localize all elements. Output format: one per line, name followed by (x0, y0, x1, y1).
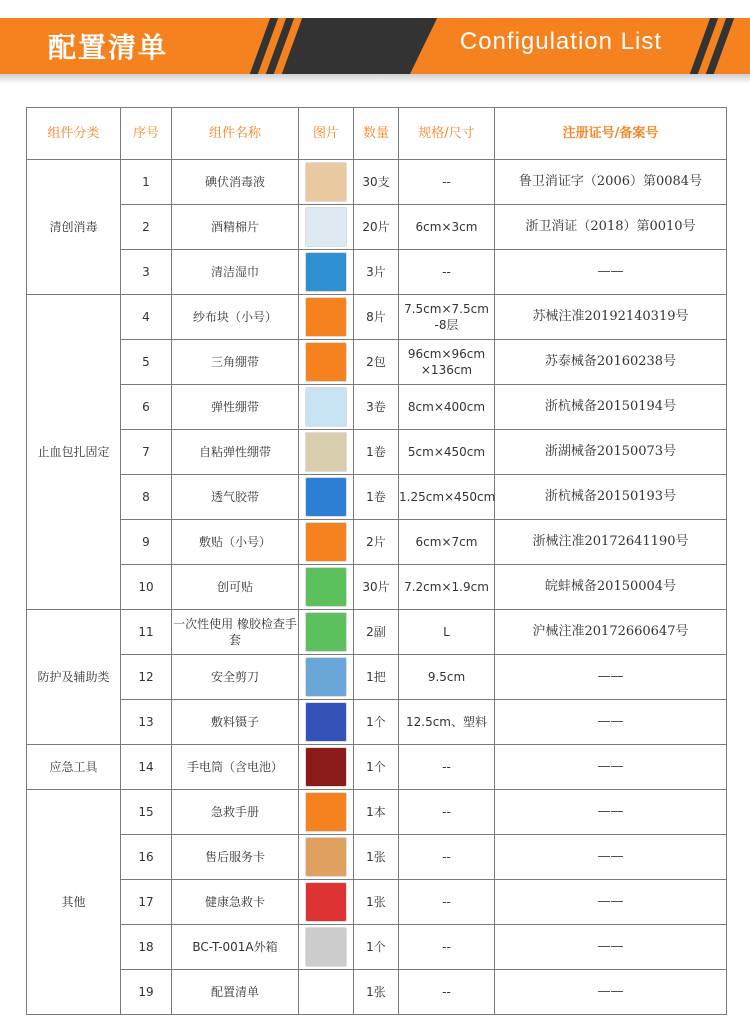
image-cell (299, 475, 354, 520)
category-cell: 清创消毒 (27, 160, 121, 295)
name-cell: 弹性绷带 (172, 385, 299, 430)
number-cell: 19 (121, 970, 172, 1015)
number-cell: 17 (121, 880, 172, 925)
number-cell: 15 (121, 790, 172, 835)
name-cell: 售后服务卡 (172, 835, 299, 880)
name-cell: 急救手册 (172, 790, 299, 835)
name-cell: 透气胶带 (172, 475, 299, 520)
table-row (27, 295, 727, 340)
name-cell: 安全剪刀 (172, 655, 299, 700)
image-cell (299, 565, 354, 610)
table-row (27, 340, 727, 385)
quantity-cell: 20片 (354, 205, 399, 250)
table-row (27, 835, 727, 880)
spec-cell: 7.5cm×7.5cm -8层 (399, 295, 495, 340)
gauze-pad-image (305, 297, 347, 337)
registration-cell: 浙杭械备20150194号 (495, 385, 727, 430)
registration-cell: 鲁卫消证字（2006）第0084号 (495, 160, 727, 205)
spec-cell: -- (399, 970, 495, 1015)
registration-cell: —— (495, 835, 727, 880)
image-cell (299, 385, 354, 430)
number-cell: 18 (121, 925, 172, 970)
number-cell: 11 (121, 610, 172, 655)
registration-cell: 皖蚌械备20150004号 (495, 565, 727, 610)
name-cell: BC-T-001A外箱 (172, 925, 299, 970)
number-cell: 14 (121, 745, 172, 790)
quantity-cell: 1张 (354, 970, 399, 1015)
spec-cell: -- (399, 880, 495, 925)
table-row (27, 700, 727, 745)
table-row (27, 475, 727, 520)
elastic-bandage-image (305, 387, 347, 427)
image-cell (299, 970, 354, 1015)
registration-cell: —— (495, 790, 727, 835)
column-header-registration: 注册证号/备案号 (495, 108, 727, 160)
column-header-image: 图片 (299, 108, 354, 160)
health-card-image (305, 882, 347, 922)
registration-cell: 浙杭械备20150193号 (495, 475, 727, 520)
name-cell: 碘伏消毒液 (172, 160, 299, 205)
table-row (27, 250, 727, 295)
table-row (27, 385, 727, 430)
spec-cell: 5cm×450cm (399, 430, 495, 475)
spec-cell: 6cm×7cm (399, 520, 495, 565)
registration-cell: —— (495, 880, 727, 925)
quantity-cell: 1本 (354, 790, 399, 835)
name-cell: 敷料镊子 (172, 700, 299, 745)
registration-cell: —— (495, 970, 727, 1015)
gloves-image (305, 612, 347, 652)
name-cell: 自粘弹性绷带 (172, 430, 299, 475)
registration-cell: —— (495, 925, 727, 970)
tweezers-image (305, 702, 347, 742)
registration-cell: —— (495, 745, 727, 790)
spec-cell: 9.5cm (399, 655, 495, 700)
safety-scissors-image (305, 657, 347, 697)
header-banner (0, 18, 750, 74)
table-row (27, 520, 727, 565)
number-cell: 6 (121, 385, 172, 430)
image-cell (299, 205, 354, 250)
registration-cell: 沪械注准20172660647号 (495, 610, 727, 655)
number-cell: 8 (121, 475, 172, 520)
table-row (27, 745, 727, 790)
spec-cell: -- (399, 790, 495, 835)
name-cell: 配置清单 (172, 970, 299, 1015)
image-cell (299, 745, 354, 790)
service-card-image (305, 837, 347, 877)
quantity-cell: 3片 (354, 250, 399, 295)
spec-cell: 1.25cm×450cm (399, 475, 495, 520)
spec-cell: -- (399, 160, 495, 205)
number-cell: 1 (121, 160, 172, 205)
spec-cell: -- (399, 745, 495, 790)
image-cell (299, 880, 354, 925)
category-cell: 应急工具 (27, 745, 121, 790)
spec-cell: L (399, 610, 495, 655)
image-cell (299, 250, 354, 295)
number-cell: 16 (121, 835, 172, 880)
quantity-cell: 30支 (354, 160, 399, 205)
iodine-swab-pack-image (305, 162, 347, 202)
category-cell: 其他 (27, 790, 121, 1015)
image-cell (299, 520, 354, 565)
quantity-cell: 2副 (354, 610, 399, 655)
image-cell (299, 655, 354, 700)
category-cell: 止血包扎固定 (27, 295, 121, 610)
name-cell: 三角绷带 (172, 340, 299, 385)
image-cell (299, 790, 354, 835)
quantity-cell: 1把 (354, 655, 399, 700)
registration-cell: —— (495, 655, 727, 700)
number-cell: 10 (121, 565, 172, 610)
name-cell: 一次性使用 橡胶检查手套 (172, 610, 299, 655)
quantity-cell: 30片 (354, 565, 399, 610)
table-row (27, 925, 727, 970)
quantity-cell: 8片 (354, 295, 399, 340)
outer-box-image (305, 927, 347, 967)
wet-wipe-image (305, 252, 347, 292)
banner-shadow (0, 74, 750, 84)
triangle-bandage-image (305, 342, 347, 382)
column-header-number: 序号 (121, 108, 172, 160)
spec-cell: 8cm×400cm (399, 385, 495, 430)
page-title-english: Configulation List (459, 28, 662, 55)
image-cell (299, 295, 354, 340)
number-cell: 2 (121, 205, 172, 250)
configuration-table (26, 107, 727, 1015)
band-aid-image (305, 567, 347, 607)
name-cell: 清洁湿巾 (172, 250, 299, 295)
registration-cell: 浙械注准20172641190号 (495, 520, 727, 565)
spec-cell: -- (399, 250, 495, 295)
image-cell (299, 430, 354, 475)
quantity-cell: 1卷 (354, 430, 399, 475)
dressing-patch-image (305, 522, 347, 562)
image-cell (299, 925, 354, 970)
spec-cell: 6cm×3cm (399, 205, 495, 250)
spec-cell: 7.2cm×1.9cm (399, 565, 495, 610)
quantity-cell: 1个 (354, 925, 399, 970)
quantity-cell: 3卷 (354, 385, 399, 430)
number-cell: 9 (121, 520, 172, 565)
name-cell: 酒精棉片 (172, 205, 299, 250)
name-cell: 纱布块（小号） (172, 295, 299, 340)
table-row (27, 610, 727, 655)
alcohol-pad-image (305, 207, 347, 247)
table-row (27, 655, 727, 700)
column-header-name: 组件名称 (172, 108, 299, 160)
image-cell (299, 835, 354, 880)
registration-cell: 苏泰械备20160238号 (495, 340, 727, 385)
image-cell (299, 610, 354, 655)
page-title: 配置清单 (48, 31, 169, 64)
registration-cell: 浙湖械备20150073号 (495, 430, 727, 475)
table-header-row (27, 108, 727, 160)
flashlight-image (305, 747, 347, 787)
quantity-cell: 1个 (354, 745, 399, 790)
number-cell: 3 (121, 250, 172, 295)
image-cell (299, 700, 354, 745)
quantity-cell: 2包 (354, 340, 399, 385)
quantity-cell: 1个 (354, 700, 399, 745)
name-cell: 健康急救卡 (172, 880, 299, 925)
quantity-cell: 1张 (354, 835, 399, 880)
spec-cell: -- (399, 835, 495, 880)
table-row (27, 565, 727, 610)
number-cell: 4 (121, 295, 172, 340)
name-cell: 敷贴（小号） (172, 520, 299, 565)
quantity-cell: 2片 (354, 520, 399, 565)
number-cell: 13 (121, 700, 172, 745)
number-cell: 12 (121, 655, 172, 700)
name-cell: 创可贴 (172, 565, 299, 610)
spec-cell: -- (399, 925, 495, 970)
image-cell (299, 160, 354, 205)
number-cell: 7 (121, 430, 172, 475)
breathable-tape-image (305, 477, 347, 517)
table-row (27, 205, 727, 250)
registration-cell: —— (495, 250, 727, 295)
registration-cell: 苏械注准20192140319号 (495, 295, 727, 340)
spec-cell: 12.5cm、塑料 (399, 700, 495, 745)
quantity-cell: 1卷 (354, 475, 399, 520)
table-row (27, 790, 727, 835)
image-cell (299, 340, 354, 385)
column-header-spec: 规格/尺寸 (399, 108, 495, 160)
column-header-quantity: 数量 (354, 108, 399, 160)
registration-cell: —— (495, 700, 727, 745)
table-row (27, 160, 727, 205)
spec-cell: 96cm×96cm ×136cm (399, 340, 495, 385)
table-row (27, 430, 727, 475)
quantity-cell: 1张 (354, 880, 399, 925)
table-row (27, 970, 727, 1015)
column-header-category: 组件分类 (27, 108, 121, 160)
self-adhesive-bandage-image (305, 432, 347, 472)
name-cell: 手电筒（含电池） (172, 745, 299, 790)
category-cell: 防护及辅助类 (27, 610, 121, 745)
table-row (27, 880, 727, 925)
registration-cell: 浙卫消证（2018）第0010号 (495, 205, 727, 250)
first-aid-manual-image (305, 792, 347, 832)
number-cell: 5 (121, 340, 172, 385)
